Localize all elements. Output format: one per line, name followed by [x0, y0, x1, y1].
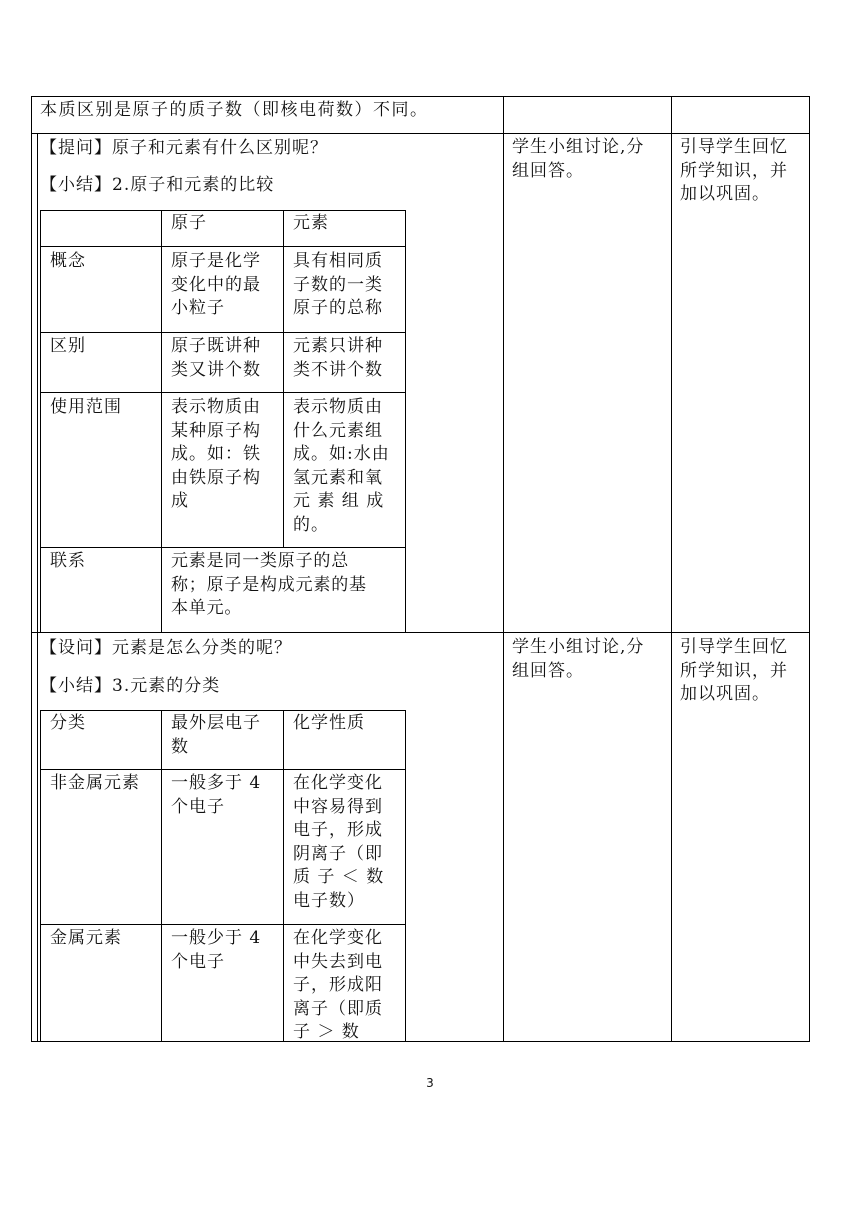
table1-right-border [405, 210, 406, 632]
question-heading: 【提问】原子和元素有什么区别呢？ [40, 138, 328, 158]
table1-row-divider [40, 547, 406, 548]
table2-cell: 在化学变化 中容易得到 电子，形成 阴离子（即 质 子 ＜ 数 电子数） [293, 773, 385, 911]
table2-header-category: 分类 [50, 713, 86, 733]
table1-row-label: 区别 [50, 336, 86, 356]
table1-row-divider [40, 392, 406, 393]
table2-header-outer-electrons: 最外层电子 数 [171, 713, 261, 757]
table1-left-border [40, 210, 41, 632]
outer-column-divider [671, 96, 672, 1042]
table2-right-border [405, 710, 406, 1042]
top-row-text: 本质区别是原子的质子数（即核电荷数）不同。 [40, 100, 429, 120]
table2-cell: 一般多于 4 个电子 [171, 773, 262, 817]
outer-inner-left-border [37, 133, 38, 1042]
outer-table-top-border [31, 96, 810, 97]
table1-row-label: 使用范围 [50, 397, 122, 417]
table2-column-divider [283, 710, 284, 1042]
outer-left-border [31, 96, 32, 1042]
table1-merged-cell: 元素是同一类原子的总 称；原子是构成元素的基 本单元。 [171, 551, 367, 618]
table1-column-divider [161, 210, 162, 632]
table1-cell: 表示物质由 什么元素组 成。如:水由 氢元素和氧 元 素 组 成 的。 [293, 397, 390, 535]
outer-column-divider [503, 96, 504, 1042]
student-activity-text: 学生小组讨论,分 组回答。 [512, 137, 645, 181]
table1-row-divider [40, 332, 406, 333]
table2-top-border [40, 710, 406, 711]
table2-cell: 在化学变化 中失去到电 子，形成阳 离子（即质 子 ＞ 数 [293, 928, 383, 1040]
table1-header-atom: 原子 [171, 213, 207, 233]
table2-column-divider [161, 710, 162, 1042]
table2-left-border [40, 710, 41, 1042]
student-activity-text: 学生小组讨论,分 组回答。 [512, 637, 645, 681]
outer-row-divider [31, 133, 810, 134]
table1-header-element: 元素 [293, 213, 329, 233]
table2-row-divider [40, 924, 406, 925]
table1-cell: 原子是化学 变化中的最 小粒子 [171, 251, 261, 318]
page-number: 3 [426, 1076, 434, 1090]
table2-row-label: 金属元素 [50, 928, 122, 948]
table2-cell: 一般少于 4 个电子 [171, 928, 262, 972]
table2-row-label: 非金属元素 [50, 773, 140, 793]
table2-row-divider [40, 769, 406, 770]
question-heading: 【设问】元素是怎么分类的呢？ [40, 638, 292, 658]
table1-row-label: 概念 [50, 251, 86, 271]
table1-row-label: 联系 [50, 551, 86, 571]
table1-cell: 元素只讲种 类不讲个数 [293, 336, 383, 380]
summary-heading: 【小结】2.原子和元素的比较 [40, 175, 275, 195]
summary-heading: 【小结】3.元素的分类 [40, 676, 221, 696]
table1-row-divider [40, 246, 406, 247]
outer-right-border [809, 96, 810, 1042]
teacher-intent-text: 引导学生回忆 所学知识，并 加以巩固。 [680, 637, 788, 704]
teacher-intent-text: 引导学生回忆 所学知识，并 加以巩固。 [680, 137, 788, 204]
table1-top-border [40, 210, 406, 211]
table2-header-chemical-property: 化学性质 [293, 713, 365, 733]
table1-bottom-border [40, 632, 406, 633]
table1-cell: 具有相同质 子数的一类 原子的总称 [293, 251, 383, 318]
table1-cell: 表示物质由 某种原子构 成。如：铁 由铁原子构 成 [171, 397, 261, 511]
outer-table-bottom-border [31, 1041, 810, 1042]
table1-cell: 原子既讲种 类又讲个数 [171, 336, 261, 380]
table1-column-divider [283, 210, 284, 548]
